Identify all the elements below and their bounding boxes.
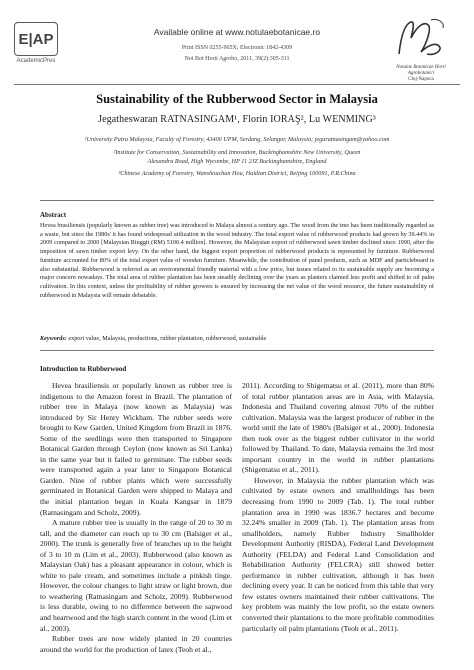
publisher-logo-caption: AcademicPres (16, 58, 56, 64)
publisher-logo-mark: E|AP (14, 22, 58, 56)
header-rule (14, 84, 460, 85)
abstract-heading: Abstract (40, 211, 67, 219)
issn-line: Print ISSN 0255-965X; Electronic 1842-4309 (181, 45, 293, 51)
available-online-line: Available online at www.notulaebotanicae.ro (153, 27, 321, 37)
affiliation-1: ¹University Putra Malaysia, Faculty of Forestry, 43400 UPM, Serdang, Selangor, Malaysia; jegaratnasingam@yahoo.com (84, 136, 390, 143)
intro-heading: Introduction to Rubberwood (40, 365, 127, 373)
keywords-line (40, 335, 434, 342)
abstract-bottom-rule (40, 350, 434, 351)
keywords-label: Keywords: (40, 335, 67, 342)
journal-logo-city: Cluj-Napoca (408, 77, 434, 82)
affiliation-2: ²Institute for Conservation, Sustainability and Innovation, Buckinghamshire New University, Queen (113, 149, 361, 156)
journal-logo-nb-icon (391, 16, 451, 60)
journal-reference: Not Bot Horti Agrobo, 2011, 39(2):305-311 (184, 56, 290, 62)
journal-logo-caption: Notulae Botanicae Horti Agrobotanici (396, 65, 446, 76)
intro-paragraph: A mature rubber tree is usually in the range of 20 to 30 m tall, and the diameter can reach up to 30 cm (Balsiger et al., 2000). The trunk is generally free of branches up to the height of 3 to 10 m (Lim et al., 2003). Rubberwood (also known as Malaysian Oak) has a pleasant appearance in colour, which is white to pale cream, and sometimes include a pinkish tinge. However, the colour changes to light straw or light brown, due to weathering (Ratnasingam and Scholz, 2009). Rubberwood is less durable, owing to no difference between the sapwood and heartwood and the high starch content in the wood (Lim et al., 2003). (40, 518, 232, 633)
intro-paragraph: 2011). According to Shigematsu et al. (2011), more than 80% of total rubber plantation areas are in Asia, with Malaysia, Indonesia and Thailand covering almost 70% of the rubber cultivation. Malaysia was the largest producer of rubber in the world until the late of 1980's (Balsiger et al., 2000). Indonesia then took over as the biggest rubber cultivator in the world followed by Thailand. To date, Malaysia remains the 3rd most important country in the world in rubber plantations (Shigematsu et al., 2011). (242, 381, 434, 475)
intro-paragraph: Rubber trees are now widely planted in 20 countries around the world for the production of latex (Teoh et al., (40, 634, 232, 654)
intro-paragraph: Hevea brasiliensis or popularly known as rubber tree is indigenous to the Amazon forest in Brazil. The plantation of rubber tree in Malaya (now known as Malaysia) was introduced by Sir Henry Wickham. The rubber seeds were brought to Kew Garden, United Kingdom from Brazil in 1876. Some of the seedlings were then transported to Singapore Botanical Garden through Ceylon (now known as Sri Lanka) in the same year but it failed to germinate. The rubber seeds were transported again a year later to Singapore Botanical Garden. Nine of rubber plants which were successfully germinated in Botanical Garden were shipped to Malaya and the initial plantation began in Kuala Kangsar in 1879 (Ratnasingam and Scholz, 2009). (40, 381, 232, 517)
article-title: Sustainability of the Rubberwood Sector in Malaysia (96, 92, 378, 106)
left-column (40, 381, 232, 655)
keywords-text: export value, Malaysia, productions, rubber plantation, rubberwood, sustainable (66, 335, 267, 342)
author-list: Jegatheswaran RATNASINGAM¹, Florin IORAŞ², Lu WENMING³ (98, 114, 376, 125)
right-column (242, 381, 434, 634)
affiliation-2-cont: Alexandra Road, High Wycombe, HP 11 2JZ Buckinghamshire, England (147, 158, 327, 165)
abstract-top-rule (40, 200, 434, 201)
abstract-text: Hevea brasiliensis (popularly known as rubber tree) was introduced to Malaya almost a century ago. The wood from the tree has been traditionally regarded as a waste, but since the 1980s' it has found widespread utilization in the wood industry. The total export value of rubberwood products had grown by 39.44% in 2009 compared to 2000 [Malaysian Ringgit (RM) 5100.4 million]. However, the Malaysian export of rubberwood sawn timber declined since 1990, after the imposition of sawn timber export levy. On the other hand, the biggest export proportion of rubberwood products is represented by furniture. Rubberwood furniture accounted for 80% of the total export value of wooden furniture. Meanwhile, the contribution of panel products, such as MDF and particleboard is also substantial. Rubberwood is referred as an environmental friendly material with a low price, but issues related to its sustainable supply are becoming a major concern nowadays. The total area of rubber plantation has been steadily declining over the years as planters claimed less profit and shifted to oil palm cultivation. In this context, unless the profitability of rubber growers is ensured by increasing the net value of the wood resource, the future sustainability of rubberwood in Malaysia will remain debatable. (40, 222, 434, 299)
affiliation-3: ³Chinese Academy of Forestry, Wanshouchan Hou, Haidian District, Beijing 100091, P.R.China (118, 170, 356, 177)
intro-paragraph: However, in Malaysia the rubber plantation which was cultivated by estate owners and smallholdings has been decreasing from 1990 to 2009 (Tab. 1). The total rubber plantation area in 1990 was 1836.7 hectares and become 32.24% smaller in 2009 (Tab. 1). The plantation areas from smallholders, namely Rubber Industry Smallholder Development Authority (RISDA), Federal Land Development Authority (FELDA) and Federal Land Consolidation and Rehabilitation Authority (FELCRA) still showed better performance in rubber cultivation, although it has been declining every year. It can be noticed from this table that very few estates owners maintained their rubber cultivations. The key problem was mainly the low profit, so the estate owners converted their plantations to the more profitable commodities particularly oil palm plantations (Teoh et al., 2011). (242, 475, 434, 633)
journal-logo (384, 16, 458, 84)
